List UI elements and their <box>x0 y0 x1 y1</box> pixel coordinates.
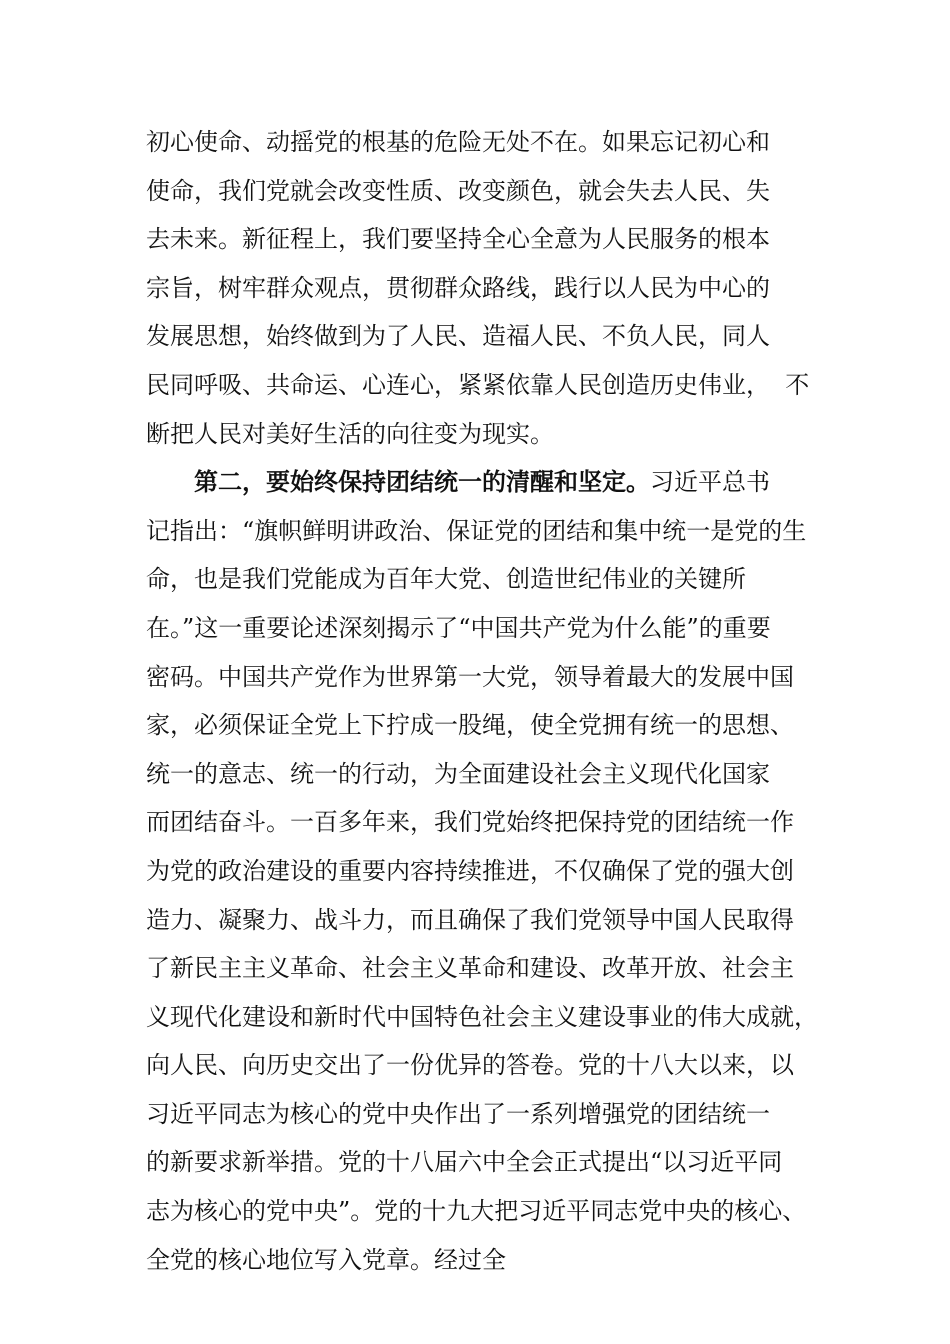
text-line: 习近平同志为核心的党中央作出了一系列增强党的团结统一 <box>146 1099 770 1128</box>
text-line: 家，必须保证全党上下拧成一股绳，使全党拥有统一的思想、 <box>146 711 794 740</box>
section-heading: 第二，要始终保持团结统一的清醒和坚定。 <box>194 467 650 497</box>
text-line: 统一的意志、统一的行动，为全面建设社会主义现代化国家 <box>146 759 770 788</box>
text-line: 而团结奋斗。一百多年来，我们党始终把保持党的团结统一作 <box>146 808 794 837</box>
text-line: 志为核心的党中央”。党的十九大把习近平同志党中央的核心、 <box>146 1197 807 1226</box>
text-line: 命，也是我们党能成为百年大党、创造世纪伟业的关键所 <box>146 565 746 594</box>
text-line: 记指出：“旗帜鲜明讲政治、保证党的团结和集中统一是党的生 <box>146 516 807 545</box>
text-line: 宗旨，树牢群众观点，贯彻群众路线，践行以人民为中心的 <box>146 273 770 302</box>
text-line: 民同呼吸、共命运、心连心，紧紧依靠人民创造历史伟业， 不 <box>146 370 810 399</box>
text-line: 去未来。新征程上，我们要坚持全心全意为人民服务的根本 <box>146 225 770 254</box>
text-line: 在。”这一重要论述深刻揭示了“中国共产党为什么能”的重要 <box>146 613 771 642</box>
text-line: 的新要求新举措。党的十八届六中全会正式提出“以习近平同 <box>146 1148 783 1177</box>
text-line: 义现代化建设和新时代中国特色社会主义建设事业的伟大成就， <box>146 1002 818 1031</box>
text-line: 断把人民对美好生活的向往变为现实。 <box>146 419 554 448</box>
text-line: 向人民、向历史交出了一份优异的答卷。党的十八大以来，以 <box>146 1051 794 1080</box>
text-line: 初心使命、动摇党的根基的危险无处不在。如果忘记初心和 <box>146 128 770 156</box>
text-line: 了新民主主义革命、社会主义革命和建设、改革开放、社会主 <box>146 954 794 983</box>
text-line: 使命，我们党就会改变性质、改变颜色，就会失去人民、失 <box>146 176 770 205</box>
body-text <box>146 118 826 1284</box>
text-line: 密码。中国共产党作为世界第一大党，领导着最大的发展中国 <box>146 662 794 691</box>
text-line: 为党的政治建设的重要内容持续推进，不仅确保了党的强大创 <box>146 856 794 885</box>
text-line: 造力、凝聚力、战斗力，而且确保了我们党领导中国人民取得 <box>146 905 794 934</box>
section-heading-line <box>146 458 826 507</box>
text-line: 全党的核心地位写入党章。经过全 <box>146 1245 506 1274</box>
text-line: 发展思想，始终做到为了人民、造福人民、不负人民，同人 <box>146 322 770 351</box>
section-heading-tail: 习近平总书 <box>650 468 770 497</box>
